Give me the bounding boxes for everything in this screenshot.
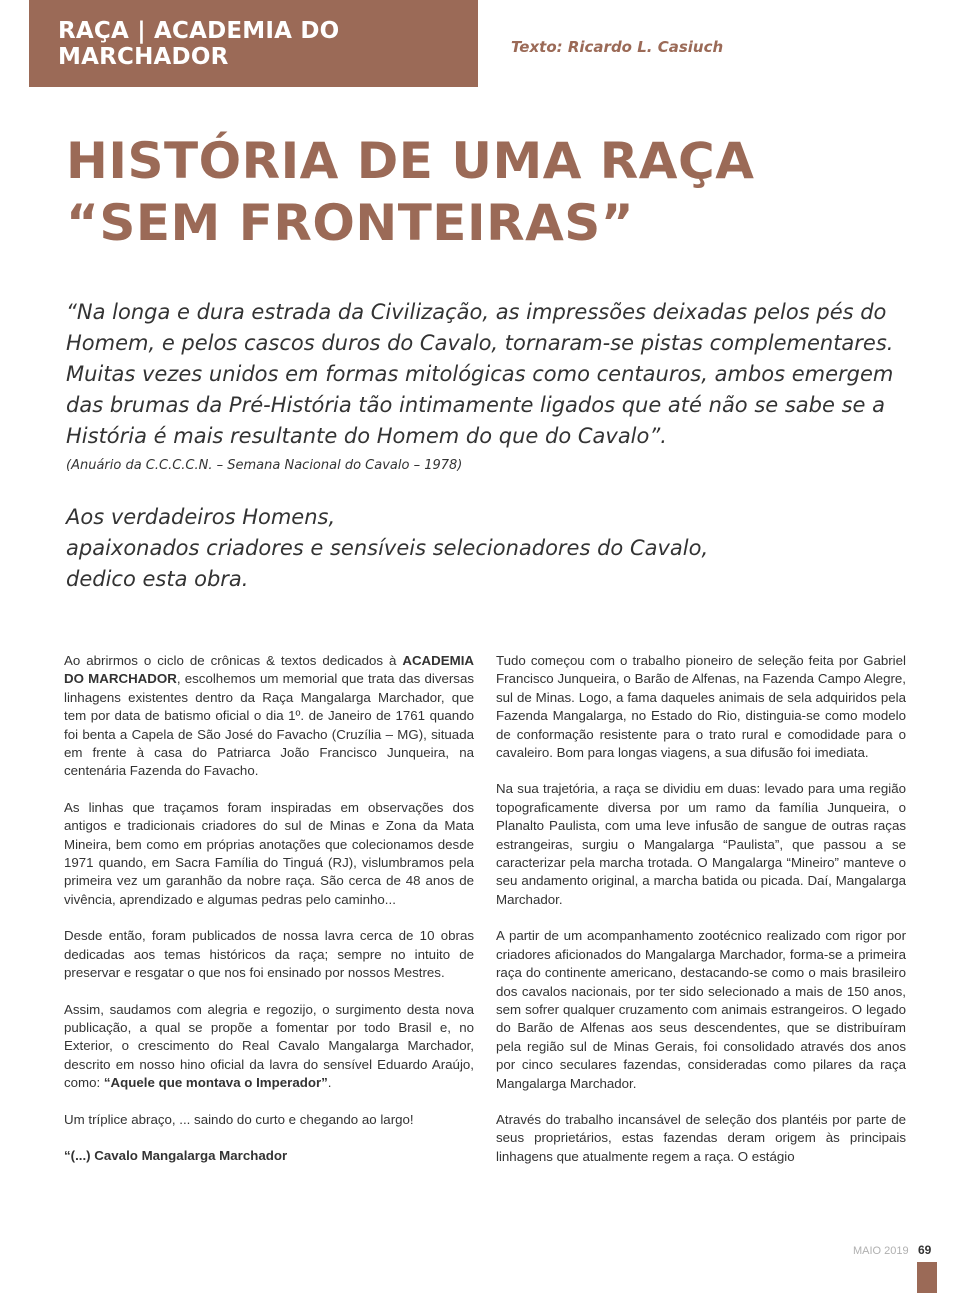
footer-issue-date: MAIO 2019: [853, 1245, 909, 1257]
epigraph-line: História é mais resultante do Homem do que do Cavalo”.: [66, 424, 667, 448]
paragraph: A partir de um acompanhamento zootécnico realizado com rigor por criadores aficionados do Mangalarga Marchador, forma-se a primeira raça do continente americano, destacando-se como o mais brasileiro dos cavalos nacionais, por ter sido selecionado a mais de 150 anos, sem sofrer qualquer cruzamento com animais estrangeiros. O legado do Barão de Alfenas aos seus descendentes, que se distribuíram pela região sul de Minas Gerais, foi consolidado através dos anos por cinco seculares fazendas, consideradas como pilares da raça Mangalarga Marchador.: [496, 928, 906, 1091]
paragraph: Na sua trajetória, a raça se dividiu em duas: levado para uma região topograficamente diversa por um ramo da família Junqueira, o Planalto Paulista, com uma leve infusão de sangue de outras raças estrangeiras, surgiu o Mangalarga “Paulista”, que passou a se caracterizar pela marcha trotada. O Mangalarga “Mineiro” manteve o seu andamento original, a marcha batida ou picada. Daí, Mangalarga Marchador.: [496, 781, 906, 907]
epigraph-line: das brumas da Pré-História tão intimamente ligados que até não se sabe se a: [66, 393, 886, 417]
paragraph-text: , escolhemos um memorial que trata das diversas linhagens existentes dentro da Raça Mangalarga Marchador, que tem por data de batismo oficial o dia 1º. de Janeiro de 1761 quando foi benta a Capela de São José do Favacho (Cruzília – MG), situada em frente à casa do Patriarca João Francisco Junqueira, na centenária Fazenda do Favacho.: [64, 671, 474, 779]
body-column-left: [64, 652, 474, 1183]
page-number: 69: [918, 1243, 932, 1257]
paragraph: Tudo começou com o trabalho pioneiro de seleção feita por Gabriel Francisco Junqueira, o Barão de Alfenas, na Fazenda Campo Alegre, sul de Minas. Logo, a fama daqueles animais de sela adquiridos pela Fazenda Mangalarga, no Estado do Rio, distinguia-se como modelo de conformação resistente para o trato rural e comodidade para o cavaleiro. Bom para longas viagens, a sua difusão foi imediata.: [496, 653, 906, 761]
closing-signature: “(...) Cavalo Mangalarga Marchador: [64, 1147, 288, 1163]
epigraph-line: Homem, e pelos cascos duros do Cavalo, tornaram-se pistas complementares.: [66, 331, 894, 355]
epigraph-line: “Na longa e dura estrada da Civilização, as impressões deixadas pelos pés do: [66, 300, 887, 324]
epigraph-quote: [66, 297, 894, 452]
title-line-1: HISTÓRIA DE UMA RAÇA: [66, 132, 755, 190]
epigraph-source: (Anuário da C.C.C.C.N. – Semana Nacional do Cavalo – 1978): [66, 458, 463, 473]
author-byline: Texto: Ricardo L. Casiuch: [511, 38, 724, 56]
epigraph-line: Muitas vezes unidos em formas mitológicas como centauros, ambos emergem: [66, 362, 894, 386]
article-title: [66, 130, 754, 254]
paragraph-text: .: [327, 1075, 332, 1091]
paragraph: [64, 1001, 474, 1093]
paragraph: [64, 652, 474, 781]
dedication: [66, 502, 708, 595]
body-column-right: [496, 652, 906, 1184]
paragraph: As linhas que traçamos foram inspiradas em observações dos antigos e tradicionais criadores do sul de Minas e Zona da Mata Mineira, bem como em próprias anotações que colecionamos desde 1971 quando, em Sacra Família do Tinguá (RJ), vislumbramos pela primeira vez um garanhão da nobre raça. São cerca de 48 anos de vivência, aprendizado e algumas pedras pelo caminho...: [64, 799, 474, 907]
section-header-bar: [29, 0, 478, 87]
dedication-line: apaixonados criadores e sensíveis selecionadores do Cavalo,: [66, 536, 709, 560]
section-label: RAÇA | ACADEMIA DO MARCHADOR: [58, 17, 340, 70]
title-line-2: “SEM FRONTEIRAS”: [66, 194, 635, 252]
paragraph-text: Assim, saudamos com alegria e regozijo, o surgimento desta nova publicação, a qual se propõe a fomentar por todo Brasil e, no Exterior, o crescimento do Real Cavalo Mangalarga Marchador, descrito em nosso hino oficial da lavra do sensível Eduardo Araújo, como:: [64, 1001, 474, 1091]
emphasis-text: “Aquele que montava o Imperador”: [103, 1075, 328, 1091]
dedication-line: dedico esta obra.: [66, 567, 249, 591]
dedication-line: Aos verdadeiros Homens,: [66, 505, 336, 529]
paragraph: Através do trabalho incansável de seleção dos plantéis por parte de seus proprietários, estas fazendas deram origem às principais linhagens que atualmente regem a raça. O estágio: [496, 1111, 906, 1164]
footer-accent-block: [917, 1262, 937, 1293]
paragraph-text: Ao abrirmos o ciclo de crônicas & textos dedicados à: [64, 653, 403, 668]
paragraph: Um tríplice abraço, ... saindo do curto e chegando ao largo!: [64, 1111, 414, 1127]
emphasis-text: ACADEMIA DO MARCHADOR: [64, 653, 474, 687]
paragraph: Desde então, foram publicados de nossa lavra cerca de 10 obras dedicadas aos temas históricos da raça; sempre no intuito de preservar e resgatar o que nos foi ensinado por nossos Mestres.: [64, 928, 474, 981]
